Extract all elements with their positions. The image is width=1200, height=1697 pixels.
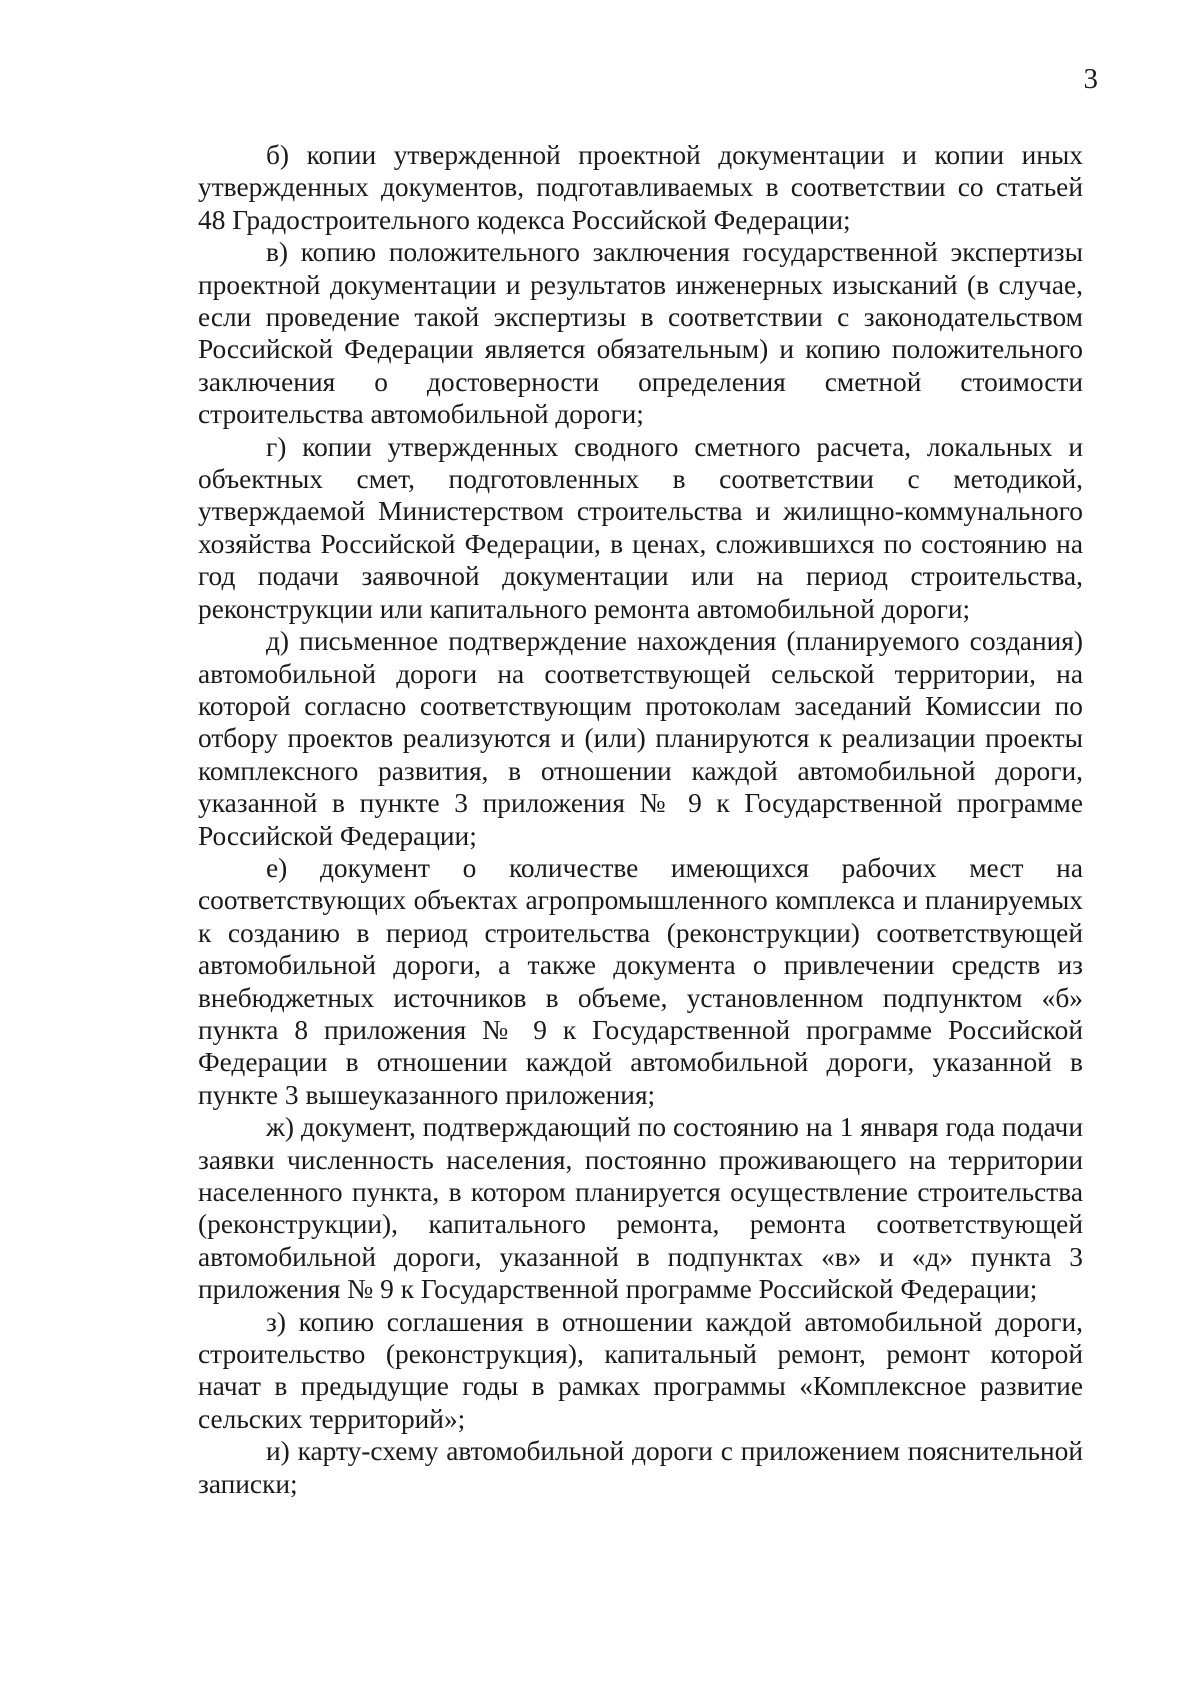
paragraph-b: б) копии утвержденной проектной документации и копии иных утвержденных документов, подготавливаемых в соответствии со статьей 48 Градостроительного кодекса Российской Федерации; xyxy=(198,140,1083,235)
paragraph-g: г) копии утвержденных сводного сметного расчета, локальных и объектных смет, подготовленных в соответствии с методикой, утверждаемой Министерством строительства и жилищно-коммунального хозяйства Российской Федерации, в ценах, сложившихся по состоянию на год подачи заявочной документации или на период строительства, реконструкции или капитального ремонта автомобильной дороги; xyxy=(198,431,1083,624)
paragraph-z: з) копию соглашения в отношении каждой автомобильной дороги, строительство (реконструкция), капитальный ремонт, ремонт которой начат в предыдущие годы в рамках программы «Комплексное развитие сельских территорий»; xyxy=(198,1306,1083,1434)
paragraph-i: и) карту-схему автомобильной дороги с приложением пояснительной записки; xyxy=(198,1436,1083,1499)
paragraph-e: е) документ о количестве имеющихся рабочих мест на соответствующих объектах агропромышленного комплекса и планируемых к созданию в период строительства (реконструкции) соответствующей автомобильной дороги, а также документа о привлечении средств из внебюджетных источников в объеме, установленном подпунктом «б» пункта 8 приложения № 9 к Государственной программе Российской Федерации в отношении каждой автомобильной дороги, указанной в пункте 3 вышеуказанного приложения; xyxy=(198,852,1083,1110)
paragraph-zh: ж) документ, подтверждающий по состоянию на 1 января года подачи заявки численность населения, постоянно проживающего на территории населенного пункта, в котором планируется осуществление строительства (реконструкции), капитального ремонта, ремонта соответствующей автомобильной дороги, указанной в подпунктах «в» и «д» пункта 3 приложения № 9 к Государственной программе Российской Федерации; xyxy=(198,1112,1083,1305)
document-body xyxy=(198,139,1083,1500)
paragraph-v: в) копию положительного заключения государственной экспертизы проектной документации и результатов инженерных изысканий (в случае, если проведение такой экспертизы в соответствии с законодательством Российской Федерации является обязательным) и копию положительного заключения о достоверности определения сметной стоимости строительства автомобильной дороги; xyxy=(198,237,1083,430)
page-number: 3 xyxy=(1083,63,1098,95)
paragraph-d: д) письменное подтверждение нахождения (планируемого создания) автомобильной дороги на соответствующей сельской территории, на которой согласно соответствующим протоколам заседаний Комиссии по отбору проектов реализуются и (или) планируются к реализации проекты комплексного развития, в отношении каждой автомобильной дороги, указанной в пункте 3 приложения № 9 к Государственной программе Российской Федерации; xyxy=(198,626,1083,851)
